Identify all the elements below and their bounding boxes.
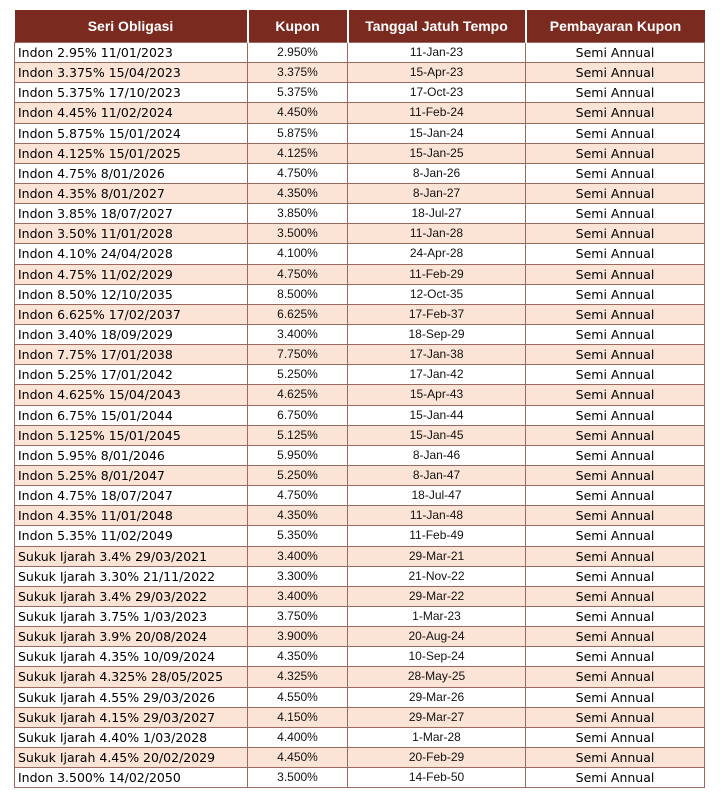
maturity-date-cell: 15-Apr-23 (348, 63, 526, 83)
table-row (15, 566, 705, 586)
coupon-cell: 5.875% (248, 123, 348, 143)
maturity-date-cell: 14-Feb-50 (348, 768, 526, 788)
series-cell: Indon 3.500% 14/02/2050 (15, 768, 248, 788)
coupon-payment-cell: Semi Annual (526, 365, 705, 385)
table-row (15, 123, 705, 143)
coupon-payment-cell: Semi Annual (526, 425, 705, 445)
coupon-payment-cell: Semi Annual (526, 586, 705, 606)
coupon-cell: 4.125% (248, 143, 348, 163)
series-cell: Indon 4.35% 8/01/2027 (15, 183, 248, 203)
maturity-date-cell: 11-Jan-28 (348, 224, 526, 244)
table-row (15, 606, 705, 626)
series-cell: Indon 4.625% 15/04/2043 (15, 385, 248, 405)
table-header (15, 10, 705, 43)
coupon-payment-cell: Semi Annual (526, 606, 705, 626)
series-cell: Sukuk Ijarah 4.15% 29/03/2027 (15, 707, 248, 727)
table-row (15, 43, 705, 63)
table-row (15, 304, 705, 324)
table-row (15, 465, 705, 485)
coupon-cell: 7.750% (248, 345, 348, 365)
coupon-cell: 4.625% (248, 385, 348, 405)
table-row (15, 506, 705, 526)
coupon-cell: 4.150% (248, 707, 348, 727)
coupon-cell: 5.375% (248, 83, 348, 103)
table-row (15, 83, 705, 103)
maturity-date-cell: 29-Mar-22 (348, 586, 526, 606)
series-cell: Sukuk Ijarah 3.4% 29/03/2022 (15, 586, 248, 606)
maturity-date-cell: 12-Oct-35 (348, 284, 526, 304)
series-cell: Sukuk Ijarah 4.45% 20/02/2029 (15, 747, 248, 767)
maturity-date-cell: 17-Jan-38 (348, 345, 526, 365)
series-cell: Indon 3.375% 15/04/2023 (15, 63, 248, 83)
table-row (15, 425, 705, 445)
series-cell: Indon 5.125% 15/01/2045 (15, 425, 248, 445)
series-cell: Indon 3.50% 11/01/2028 (15, 224, 248, 244)
table-row (15, 143, 705, 163)
header-coupon: Kupon (248, 10, 348, 43)
coupon-payment-cell: Semi Annual (526, 667, 705, 687)
coupon-payment-cell: Semi Annual (526, 747, 705, 767)
series-cell: Indon 3.85% 18/07/2027 (15, 204, 248, 224)
maturity-date-cell: 21-Nov-22 (348, 566, 526, 586)
series-cell: Indon 5.25% 8/01/2047 (15, 465, 248, 485)
table-row (15, 768, 705, 788)
table-row (15, 365, 705, 385)
coupon-payment-cell: Semi Annual (526, 163, 705, 183)
table-body (15, 43, 705, 788)
coupon-cell: 4.400% (248, 727, 348, 747)
coupon-payment-cell: Semi Annual (526, 123, 705, 143)
coupon-payment-cell: Semi Annual (526, 526, 705, 546)
coupon-payment-cell: Semi Annual (526, 405, 705, 425)
coupon-cell: 4.450% (248, 103, 348, 123)
maturity-date-cell: 29-Mar-27 (348, 707, 526, 727)
table-row (15, 183, 705, 203)
series-cell: Indon 4.35% 11/01/2048 (15, 506, 248, 526)
coupon-cell: 3.400% (248, 586, 348, 606)
maturity-date-cell: 29-Mar-21 (348, 546, 526, 566)
maturity-date-cell: 15-Jan-45 (348, 425, 526, 445)
series-cell: Indon 3.40% 18/09/2029 (15, 324, 248, 344)
table-row (15, 627, 705, 647)
coupon-payment-cell: Semi Annual (526, 707, 705, 727)
maturity-date-cell: 20-Feb-29 (348, 747, 526, 767)
coupon-cell: 6.750% (248, 405, 348, 425)
coupon-payment-cell: Semi Annual (526, 566, 705, 586)
coupon-payment-cell: Semi Annual (526, 244, 705, 264)
coupon-cell: 3.850% (248, 204, 348, 224)
series-cell: Sukuk Ijarah 3.9% 20/08/2024 (15, 627, 248, 647)
coupon-payment-cell: Semi Annual (526, 687, 705, 707)
coupon-cell: 4.750% (248, 163, 348, 183)
maturity-date-cell: 8-Jan-26 (348, 163, 526, 183)
coupon-cell: 5.250% (248, 365, 348, 385)
maturity-date-cell: 18-Jul-27 (348, 204, 526, 224)
coupon-cell: 2.950% (248, 43, 348, 63)
coupon-cell: 4.750% (248, 264, 348, 284)
coupon-payment-cell: Semi Annual (526, 385, 705, 405)
coupon-payment-cell: Semi Annual (526, 224, 705, 244)
series-cell: Indon 5.35% 11/02/2049 (15, 526, 248, 546)
maturity-date-cell: 11-Feb-29 (348, 264, 526, 284)
coupon-cell: 3.300% (248, 566, 348, 586)
coupon-payment-cell: Semi Annual (526, 546, 705, 566)
table-row (15, 264, 705, 284)
coupon-payment-cell: Semi Annual (526, 204, 705, 224)
coupon-cell: 4.350% (248, 506, 348, 526)
coupon-payment-cell: Semi Annual (526, 727, 705, 747)
table-row (15, 546, 705, 566)
table-row (15, 486, 705, 506)
series-cell: Indon 6.75% 15/01/2044 (15, 405, 248, 425)
table-row (15, 405, 705, 425)
series-cell: Indon 5.375% 17/10/2023 (15, 83, 248, 103)
series-cell: Sukuk Ijarah 3.30% 21/11/2022 (15, 566, 248, 586)
maturity-date-cell: 11-Feb-49 (348, 526, 526, 546)
coupon-payment-cell: Semi Annual (526, 345, 705, 365)
maturity-date-cell: 8-Jan-27 (348, 183, 526, 203)
coupon-payment-cell: Semi Annual (526, 143, 705, 163)
coupon-cell: 8.500% (248, 284, 348, 304)
bond-table-container (14, 10, 704, 788)
maturity-date-cell: 11-Jan-23 (348, 43, 526, 63)
series-cell: Indon 4.75% 8/01/2026 (15, 163, 248, 183)
series-cell: Indon 5.95% 8/01/2046 (15, 445, 248, 465)
coupon-payment-cell: Semi Annual (526, 63, 705, 83)
maturity-date-cell: 15-Jan-25 (348, 143, 526, 163)
coupon-payment-cell: Semi Annual (526, 324, 705, 344)
coupon-payment-cell: Semi Annual (526, 284, 705, 304)
series-cell: Sukuk Ijarah 3.4% 29/03/2021 (15, 546, 248, 566)
coupon-payment-cell: Semi Annual (526, 486, 705, 506)
maturity-date-cell: 17-Oct-23 (348, 83, 526, 103)
coupon-payment-cell: Semi Annual (526, 768, 705, 788)
table-row (15, 163, 705, 183)
maturity-date-cell: 18-Jul-47 (348, 486, 526, 506)
maturity-date-cell: 11-Feb-24 (348, 103, 526, 123)
coupon-cell: 4.750% (248, 486, 348, 506)
coupon-payment-cell: Semi Annual (526, 506, 705, 526)
table-row (15, 687, 705, 707)
coupon-cell: 4.325% (248, 667, 348, 687)
maturity-date-cell: 17-Jan-42 (348, 365, 526, 385)
coupon-cell: 3.400% (248, 324, 348, 344)
bond-table (14, 10, 705, 788)
table-row (15, 244, 705, 264)
table-row (15, 385, 705, 405)
maturity-date-cell: 11-Jan-48 (348, 506, 526, 526)
coupon-cell: 4.350% (248, 183, 348, 203)
coupon-cell: 4.450% (248, 747, 348, 767)
coupon-cell: 5.950% (248, 445, 348, 465)
maturity-date-cell: 20-Aug-24 (348, 627, 526, 647)
table-row (15, 103, 705, 123)
series-cell: Indon 5.25% 17/01/2042 (15, 365, 248, 385)
coupon-payment-cell: Semi Annual (526, 627, 705, 647)
series-cell: Sukuk Ijarah 3.75% 1/03/2023 (15, 606, 248, 626)
table-row (15, 586, 705, 606)
coupon-payment-cell: Semi Annual (526, 647, 705, 667)
maturity-date-cell: 18-Sep-29 (348, 324, 526, 344)
coupon-cell: 6.625% (248, 304, 348, 324)
maturity-date-cell: 15-Apr-43 (348, 385, 526, 405)
coupon-cell: 3.500% (248, 768, 348, 788)
series-cell: Indon 4.75% 11/02/2029 (15, 264, 248, 284)
series-cell: Indon 4.125% 15/01/2025 (15, 143, 248, 163)
table-row (15, 667, 705, 687)
series-cell: Indon 8.50% 12/10/2035 (15, 284, 248, 304)
table-row (15, 445, 705, 465)
maturity-date-cell: 24-Apr-28 (348, 244, 526, 264)
table-row (15, 727, 705, 747)
maturity-date-cell: 1-Mar-23 (348, 606, 526, 626)
table-row (15, 345, 705, 365)
maturity-date-cell: 15-Jan-24 (348, 123, 526, 143)
table-row (15, 224, 705, 244)
table-row (15, 707, 705, 727)
series-cell: Sukuk Ijarah 4.40% 1/03/2028 (15, 727, 248, 747)
header-series: Seri Obligasi (15, 10, 248, 43)
coupon-payment-cell: Semi Annual (526, 43, 705, 63)
header-maturity-date: Tanggal Jatuh Tempo (348, 10, 526, 43)
coupon-payment-cell: Semi Annual (526, 304, 705, 324)
table-row (15, 747, 705, 767)
table-row (15, 63, 705, 83)
coupon-cell: 4.100% (248, 244, 348, 264)
coupon-cell: 3.400% (248, 546, 348, 566)
coupon-cell: 5.125% (248, 425, 348, 445)
coupon-cell: 5.250% (248, 465, 348, 485)
maturity-date-cell: 8-Jan-47 (348, 465, 526, 485)
coupon-payment-cell: Semi Annual (526, 465, 705, 485)
header-coupon-payment: Pembayaran Kupon (526, 10, 705, 43)
series-cell: Sukuk Ijarah 4.35% 10/09/2024 (15, 647, 248, 667)
coupon-payment-cell: Semi Annual (526, 83, 705, 103)
table-row (15, 324, 705, 344)
series-cell: Indon 6.625% 17/02/2037 (15, 304, 248, 324)
coupon-cell: 3.900% (248, 627, 348, 647)
maturity-date-cell: 10-Sep-24 (348, 647, 526, 667)
maturity-date-cell: 29-Mar-26 (348, 687, 526, 707)
series-cell: Indon 7.75% 17/01/2038 (15, 345, 248, 365)
table-row (15, 526, 705, 546)
series-cell: Indon 2.95% 11/01/2023 (15, 43, 248, 63)
maturity-date-cell: 15-Jan-44 (348, 405, 526, 425)
coupon-cell: 3.375% (248, 63, 348, 83)
series-cell: Indon 4.75% 18/07/2047 (15, 486, 248, 506)
series-cell: Indon 4.45% 11/02/2024 (15, 103, 248, 123)
coupon-payment-cell: Semi Annual (526, 183, 705, 203)
table-row (15, 204, 705, 224)
series-cell: Indon 4.10% 24/04/2028 (15, 244, 248, 264)
coupon-cell: 5.350% (248, 526, 348, 546)
table-row (15, 647, 705, 667)
table-row (15, 284, 705, 304)
coupon-cell: 4.550% (248, 687, 348, 707)
maturity-date-cell: 1-Mar-28 (348, 727, 526, 747)
coupon-cell: 4.350% (248, 647, 348, 667)
maturity-date-cell: 28-May-25 (348, 667, 526, 687)
maturity-date-cell: 17-Feb-37 (348, 304, 526, 324)
series-cell: Sukuk Ijarah 4.325% 28/05/2025 (15, 667, 248, 687)
coupon-payment-cell: Semi Annual (526, 445, 705, 465)
coupon-cell: 3.500% (248, 224, 348, 244)
header-row (15, 10, 705, 43)
coupon-payment-cell: Semi Annual (526, 264, 705, 284)
series-cell: Sukuk Ijarah 4.55% 29/03/2026 (15, 687, 248, 707)
series-cell: Indon 5.875% 15/01/2024 (15, 123, 248, 143)
coupon-payment-cell: Semi Annual (526, 103, 705, 123)
coupon-cell: 3.750% (248, 606, 348, 626)
maturity-date-cell: 8-Jan-46 (348, 445, 526, 465)
